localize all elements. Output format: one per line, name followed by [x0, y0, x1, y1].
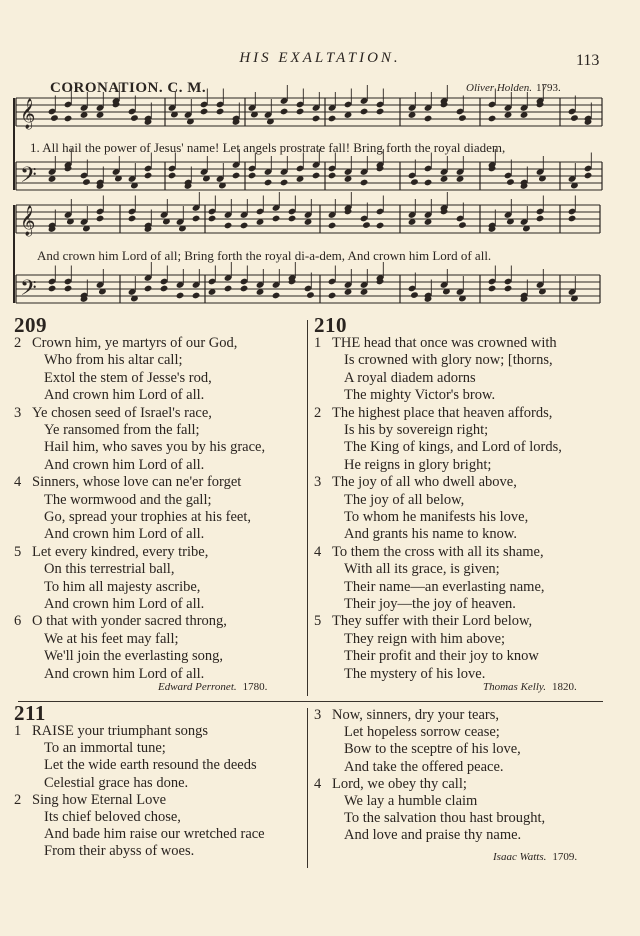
note-head	[296, 108, 305, 116]
verse-text: Let the wide earth resound the deeds	[44, 757, 257, 774]
verse-text: He reigns in glory bright;	[344, 456, 492, 473]
note-head	[192, 292, 201, 300]
verse-text: Let hopeless sorrow cease;	[344, 724, 500, 741]
verse-line	[14, 526, 204, 543]
verse-text: Sing how Eternal Love	[32, 791, 167, 808]
verse-text: Their name—an everlasting name,	[344, 578, 545, 595]
note-head	[458, 114, 467, 122]
verse-line	[14, 492, 212, 509]
clef-symbol: 𝄢	[20, 276, 37, 306]
verse-line	[314, 439, 562, 456]
note-head	[568, 215, 577, 223]
verse-line	[14, 792, 166, 809]
verse-line	[314, 776, 467, 793]
hymn-210-attribution	[483, 681, 577, 693]
verse-text: Is crowned with glory now; [thorns,	[344, 352, 553, 369]
verse-text: And take the offered peace.	[344, 758, 504, 775]
verse-line	[14, 509, 251, 526]
composer-name: Oliver Holden.	[466, 82, 532, 94]
verse-line	[14, 544, 208, 561]
hymn-number-210: 210	[314, 313, 347, 337]
verse-line	[14, 631, 179, 648]
verse-line	[314, 352, 553, 369]
note-head	[216, 108, 225, 116]
clef-symbol: 𝄞	[20, 206, 36, 236]
note-head	[410, 291, 419, 299]
verse-text: And love and praise thy name.	[344, 827, 522, 844]
note-head	[224, 285, 233, 293]
verse-line	[314, 759, 504, 776]
lyric-line-1: 1. All hail the power of Jesus' name! Let angels prostrate fall! Bring forth the royal diadem,	[30, 140, 506, 155]
verse-number: 5	[314, 613, 322, 630]
verse-text: Their joy—the joy of heaven.	[344, 596, 516, 612]
note-head	[306, 291, 315, 299]
verse-line	[14, 843, 194, 860]
verse-text: We at his feet may fall;	[44, 630, 179, 647]
note-head	[360, 179, 369, 187]
verse-line	[314, 509, 528, 526]
verse-text: Ye chosen seed of Israel's race,	[32, 404, 212, 421]
verse-text: Go, spread your trophies at his feet,	[44, 509, 251, 525]
verse-line	[314, 596, 516, 613]
note-head	[144, 172, 153, 180]
note-head	[224, 222, 233, 230]
verse-line	[314, 561, 500, 578]
verse-text: O that with yonder sacred throng,	[32, 613, 227, 630]
verse-line	[314, 526, 517, 543]
note-head	[272, 215, 281, 223]
verse-text: Extol the stem of Jesse's rod,	[44, 369, 212, 386]
note-head	[424, 179, 433, 187]
verse-text: The mighty Victor's brow.	[344, 387, 496, 404]
note-head	[312, 172, 321, 180]
verse-text: The mystery of his love.	[344, 665, 486, 682]
section-divider	[18, 701, 603, 702]
note-head	[280, 108, 289, 116]
verse-line	[314, 422, 488, 439]
note-head	[488, 285, 497, 293]
note-head	[192, 215, 201, 223]
note-head	[264, 179, 273, 187]
verse-number: 4	[314, 775, 322, 792]
verse-line	[14, 740, 166, 757]
verse-line	[314, 370, 476, 387]
note-head	[328, 172, 337, 180]
note-head	[506, 178, 515, 186]
verse-line	[314, 648, 539, 665]
note-head	[584, 172, 593, 180]
verse-number: 5	[14, 543, 22, 560]
page-number: 113	[576, 52, 600, 69]
note-head	[176, 292, 185, 300]
verse-text: Now, sinners, dry your tears,	[332, 707, 499, 723]
verse-text: Who from his altar call;	[44, 352, 183, 369]
note-head	[144, 285, 153, 293]
verse-text: To them the cross with all its shame,	[332, 543, 544, 560]
verse-line	[14, 826, 265, 843]
verse-text: The highest place that heaven affords,	[332, 404, 553, 421]
note-head	[488, 115, 497, 123]
note-head	[64, 115, 73, 123]
verse-number: 2	[14, 791, 22, 808]
lyric-line-2: And crown him Lord of all; Bring forth the royal di-a-dem, And crown him Lord of all.	[37, 248, 492, 263]
verse-line	[314, 492, 464, 509]
column-divider	[307, 320, 308, 696]
verse-text: From their abyss of woes.	[44, 843, 195, 860]
verse-text: Let every kindred, every tribe,	[32, 543, 209, 560]
music-notation	[0, 0, 640, 320]
verse-line	[314, 613, 532, 630]
note-head	[504, 285, 513, 293]
verse-line	[14, 405, 212, 422]
verse-number: 2	[314, 404, 322, 421]
hymn-209-attribution	[158, 681, 267, 693]
verse-line	[314, 810, 545, 827]
column-divider-lower	[307, 708, 308, 868]
note-head	[128, 215, 137, 223]
verse-text: To the salvation thou hast brought,	[344, 810, 546, 827]
verse-line	[314, 474, 517, 491]
verse-text: And grants his name to know.	[344, 526, 518, 543]
note-head	[64, 285, 73, 293]
verse-text: Their profit and their joy to know	[344, 648, 539, 665]
verse-line	[14, 422, 200, 439]
verse-number: 3	[314, 707, 322, 723]
verse-line	[314, 405, 552, 422]
hymn-209-author: Edward Perronet.	[158, 681, 237, 693]
note-head	[130, 114, 139, 122]
note-head	[424, 115, 433, 123]
verse-line	[314, 793, 477, 810]
note-head	[96, 215, 105, 223]
verse-text: And crown him Lord of all.	[44, 665, 205, 682]
verse-text: They reign with him above;	[344, 630, 506, 647]
verse-number: 1	[14, 723, 22, 739]
verse-line	[14, 387, 204, 404]
verse-text: Celestial grace has done.	[44, 774, 189, 791]
verse-text: To whom he manifests his love,	[344, 509, 529, 525]
verse-line	[14, 648, 223, 665]
verse-text: Crown him, ye martyrs of our God,	[32, 335, 238, 351]
verse-text: To an immortal tune;	[44, 740, 166, 757]
note-head	[50, 114, 59, 122]
verse-number: 6	[14, 613, 22, 630]
verse-line	[314, 544, 544, 561]
verse-line	[14, 474, 241, 491]
verse-text: We'll join the everlasting song,	[44, 648, 224, 665]
tune-name: CORONATION. C. M.	[50, 80, 207, 96]
verse-number: 3	[314, 474, 322, 491]
verse-text: Ye ransomed from the fall;	[44, 422, 200, 438]
note-head	[82, 178, 91, 186]
verse-text: And crown him Lord of all.	[44, 387, 205, 404]
verse-line	[314, 457, 491, 474]
note-head	[312, 115, 321, 123]
note-head	[458, 221, 467, 229]
note-head	[160, 285, 169, 293]
hymn-210-author: Thomas Kelly.	[483, 681, 546, 693]
clef-symbol: 𝄢	[20, 163, 37, 193]
verse-line	[14, 352, 183, 369]
note-head	[248, 172, 257, 180]
verse-number: 2	[14, 335, 22, 351]
note-head	[272, 292, 281, 300]
note-head	[362, 221, 371, 229]
note-head	[288, 215, 297, 223]
verse-text: With all its grace, is given;	[344, 561, 500, 578]
verse-text: We lay a humble claim	[344, 793, 478, 809]
hymn-number-211: 211	[14, 701, 46, 725]
verse-line	[14, 775, 188, 792]
verse-line	[314, 741, 521, 758]
verse-line	[14, 579, 200, 596]
verse-number: 4	[14, 474, 22, 491]
verse-text: Sinners, whose love can ne'er forget	[32, 474, 242, 491]
verse-number: 3	[14, 404, 22, 421]
note-head	[328, 292, 337, 300]
verse-number: 1	[314, 335, 322, 351]
verse-line	[314, 666, 485, 683]
verse-text: And crown him Lord of all.	[44, 456, 205, 473]
verse-text: The wormwood and the gall;	[44, 491, 212, 508]
verse-text: And bade him raise our wretched race	[44, 826, 265, 843]
verse-text: Is his by sovereign right;	[344, 422, 489, 438]
hymn-211-year: 1709.	[552, 851, 578, 863]
verse-text: Bow to the sceptre of his love,	[344, 741, 521, 758]
verse-line	[14, 596, 204, 613]
verse-line	[14, 439, 265, 456]
clef-symbol: 𝄞	[20, 99, 36, 129]
verse-text: The joy of all who dwell above,	[332, 474, 517, 491]
verse-line	[14, 370, 212, 387]
hymn-211-attribution	[493, 851, 577, 863]
note-head	[376, 222, 385, 230]
note-head	[168, 172, 177, 180]
note-head	[280, 179, 289, 187]
note-head	[240, 222, 249, 230]
verse-line	[314, 724, 500, 741]
verse-line	[14, 561, 174, 578]
note-head	[240, 285, 249, 293]
verse-text: On this terrestrial ball,	[44, 561, 175, 578]
verse-line	[14, 613, 227, 630]
verse-text: And crown him Lord of all.	[44, 596, 205, 612]
note-head	[328, 222, 337, 230]
verse-text: THE head that once was crowned with	[332, 335, 557, 351]
verse-text: A royal diadem adorns	[344, 369, 476, 386]
verse-text: Hail him, who saves you by his grace,	[44, 439, 266, 456]
note-head	[208, 215, 217, 223]
hymn-209-year: 1780.	[242, 681, 268, 693]
verse-line	[314, 387, 495, 404]
verse-line	[314, 335, 557, 352]
verse-text: They suffer with their Lord below,	[332, 613, 533, 630]
verse-line	[314, 579, 545, 596]
verse-text: And crown him Lord of all.	[44, 526, 205, 543]
note-head	[328, 115, 337, 123]
hymn-number-209: 209	[14, 313, 47, 337]
verse-line	[314, 707, 499, 724]
verse-line	[14, 809, 181, 826]
note-head	[376, 108, 385, 116]
verse-text: RAISE your triumphant songs	[32, 723, 209, 739]
note-head	[536, 215, 545, 223]
note-head	[48, 285, 57, 293]
verse-line	[14, 457, 204, 474]
verse-number: 4	[314, 543, 322, 560]
hymn-211-author: Isaac Watts.	[493, 851, 547, 863]
note-head	[410, 178, 419, 186]
verse-line	[314, 631, 505, 648]
verse-text: The joy of all below,	[344, 491, 465, 508]
verse-text: Lord, we obey thy call;	[332, 775, 467, 792]
note-head	[232, 172, 241, 180]
verse-line	[314, 827, 521, 844]
running-title: HIS EXALTATION.	[239, 50, 401, 66]
note-head	[200, 108, 209, 116]
composer-year: 1793.	[535, 82, 561, 94]
hymn-210-year: 1820.	[551, 681, 577, 693]
verse-text: To him all majesty ascribe,	[44, 578, 201, 595]
verse-line	[14, 335, 237, 352]
note-head	[360, 108, 369, 116]
verse-line	[14, 723, 208, 740]
verse-text: The King of kings, and Lord of lords,	[344, 439, 562, 456]
note-head	[570, 114, 579, 122]
verse-text: Its chief beloved chose,	[44, 809, 181, 825]
verse-line	[14, 757, 257, 774]
